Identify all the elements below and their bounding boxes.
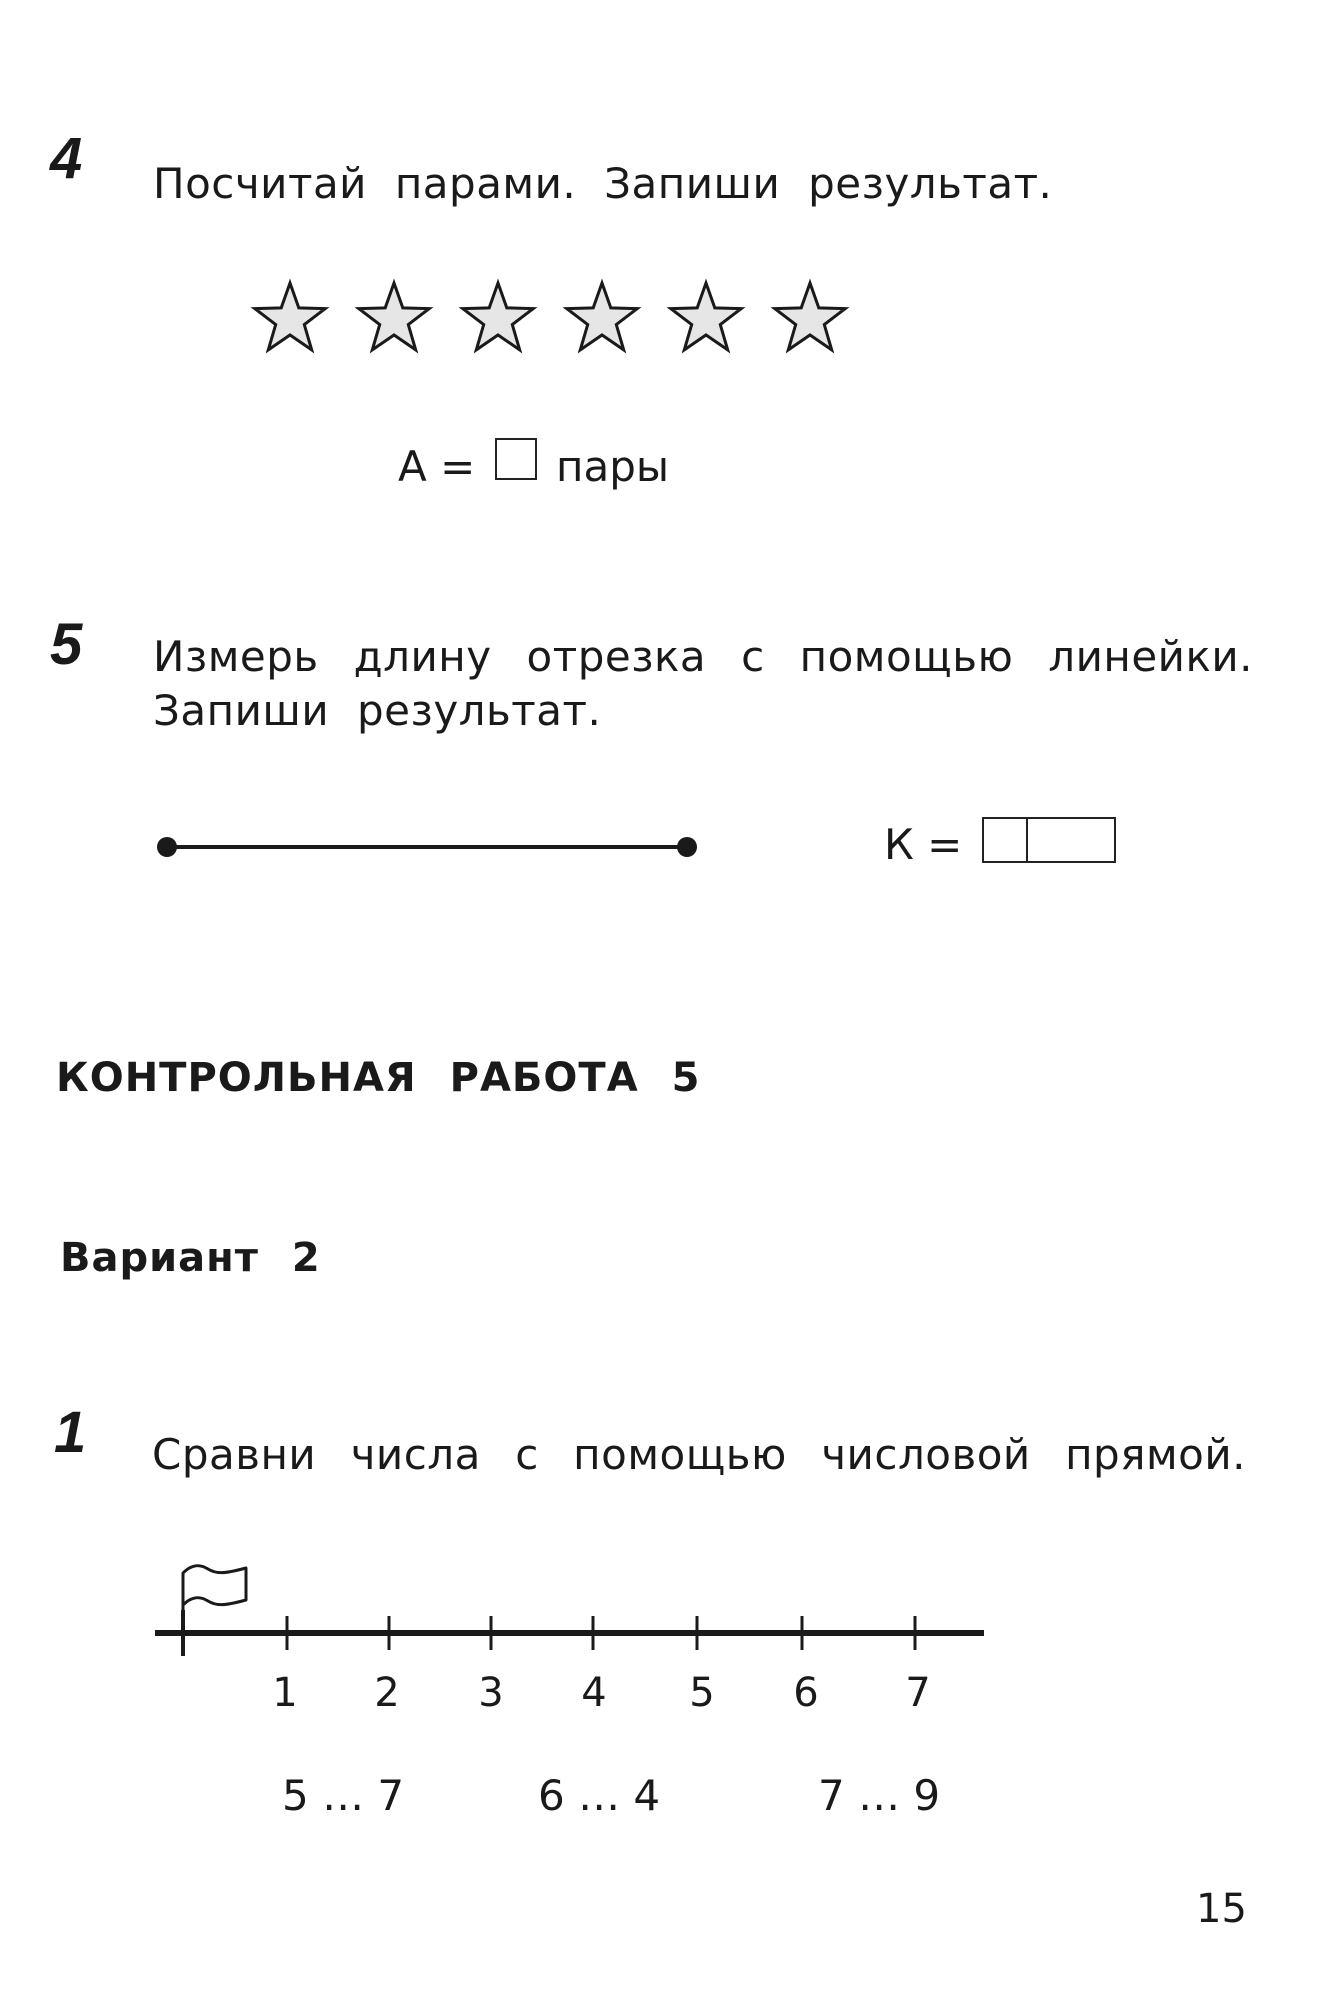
task-5-instruction-line-2: Запиши результат.: [153, 686, 602, 735]
star-outline-icon: [359, 283, 429, 350]
stars-row: [0, 270, 1326, 400]
variant-label: Вариант 2: [60, 1235, 321, 1281]
task-5-answer-box-1[interactable]: [982, 817, 1028, 863]
task-4-answer-suffix: пары: [556, 442, 670, 491]
star-outline-icon: [567, 283, 637, 350]
tick-label: 5: [689, 1670, 715, 1716]
star-outline-icon: [255, 283, 325, 350]
star-outline-icon: [775, 283, 845, 350]
task-1-instruction: Сравни числа с помощью числовой прямой.: [152, 1430, 1246, 1479]
test-title: КОНТРОЛЬНАЯ РАБОТА 5: [56, 1055, 701, 1101]
measure-segment: [150, 827, 710, 867]
flag-icon: [183, 1566, 246, 1610]
task-4-answer-prefix: А =: [398, 442, 476, 491]
comparison-1: 5 … 7: [282, 1771, 405, 1820]
task-5-answer-prefix: К =: [884, 820, 963, 869]
segment-endpoint-left: [157, 837, 177, 857]
tick-label: 6: [793, 1670, 819, 1716]
page-number: 15: [1196, 1886, 1247, 1932]
segment-endpoint-right: [677, 837, 697, 857]
comparison-3: 7 … 9: [818, 1771, 941, 1820]
number-line: [150, 1550, 990, 1660]
star-outline-icon: [671, 283, 741, 350]
task-5-number: 5: [50, 612, 83, 677]
task-5-instruction-line-1: Измерь длину отрезка с помощью линейки.: [153, 632, 1253, 681]
tick-label: 2: [374, 1670, 400, 1716]
tick-label: 3: [478, 1670, 504, 1716]
comparison-2: 6 … 4: [538, 1771, 661, 1820]
tick-label: 4: [581, 1670, 607, 1716]
tick-label: 1: [272, 1670, 298, 1716]
task-4-answer-box[interactable]: [495, 438, 537, 480]
task-1-number: 1: [54, 1400, 87, 1465]
task-4-instruction: Посчитай парами. Запиши результат.: [153, 159, 1053, 208]
star-outline-icon: [463, 283, 533, 350]
task-5-answer-box-2[interactable]: [1026, 817, 1116, 863]
task-4-number: 4: [50, 126, 83, 191]
tick-label: 7: [905, 1670, 931, 1716]
